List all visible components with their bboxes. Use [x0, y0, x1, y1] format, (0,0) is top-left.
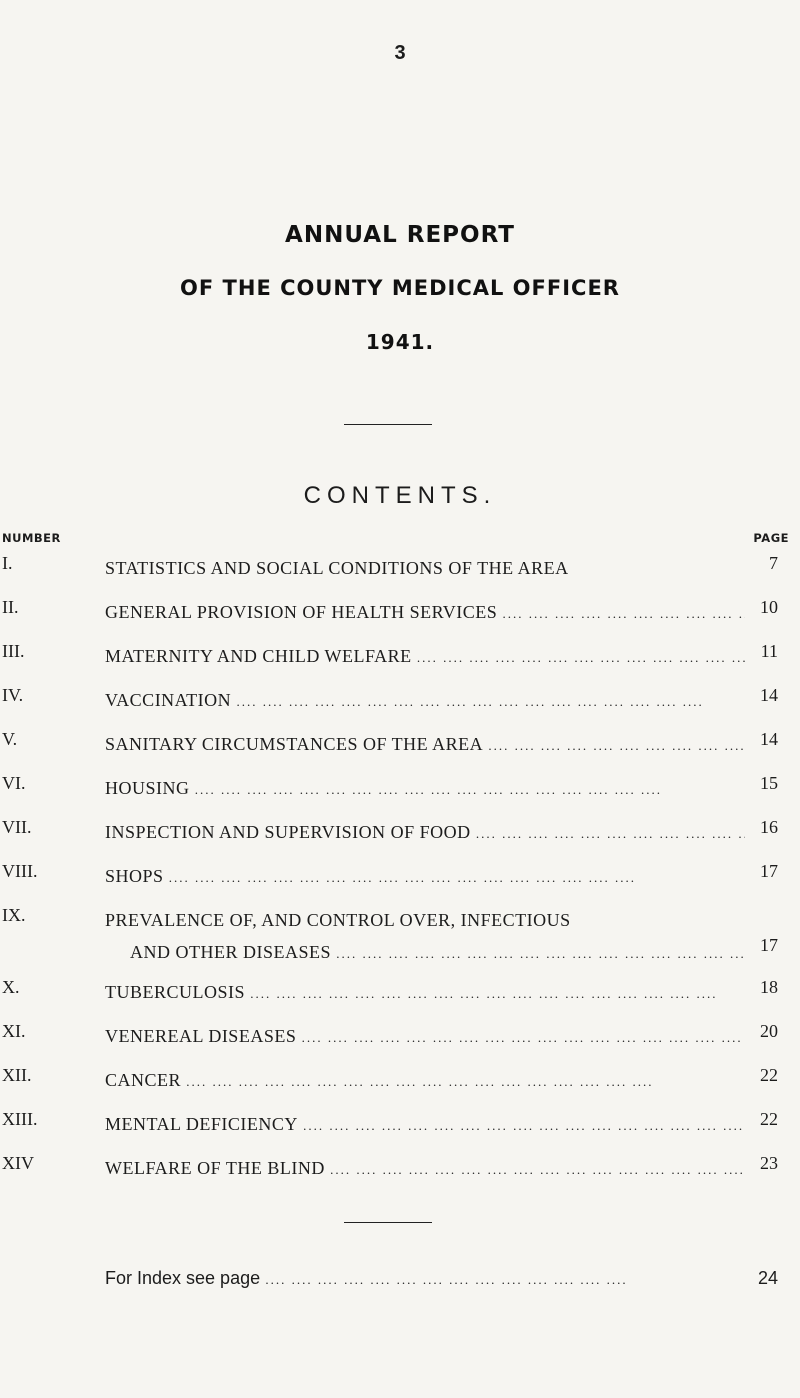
entry-page: 11: [760, 641, 778, 661]
entry-number: VIII.: [2, 861, 38, 881]
entry-title: TUBERCULOSIS ....: [105, 977, 745, 1009]
entry-page: 10: [760, 597, 778, 617]
entry-number: IV.: [2, 685, 24, 705]
entry-page: 23: [760, 1153, 778, 1173]
entry-page: 17: [760, 861, 778, 881]
entry-title: WELFARE OF THE BLIND ....: [105, 1153, 745, 1185]
entry-number: I.: [2, 553, 13, 573]
entry-number: X.: [2, 977, 20, 997]
number-column-header: NUMBER: [2, 531, 61, 545]
entry-title: PREVALENCE OF, AND CONTROL OVER, INFECTIOUS AND OTHER DISEASES ....: [105, 905, 745, 969]
entry-number: II.: [2, 597, 19, 617]
entry-title: INSPECTION AND SUPERVISION OF FOOD ....: [105, 817, 745, 849]
entry-number: IX.: [2, 905, 26, 925]
entry-number: VI.: [2, 773, 26, 793]
entry-title: CANCER ....: [105, 1065, 745, 1097]
report-title: ANNUAL REPORT: [285, 222, 515, 248]
entry-title: GENERAL PROVISION OF HEALTH SERVICES ....: [105, 597, 745, 629]
entry-title: MENTAL DEFICIENCY ....: [105, 1109, 745, 1141]
page-column-header: PAGE: [753, 531, 789, 545]
entry-number: XIII.: [2, 1109, 38, 1129]
entry-page: 16: [760, 817, 778, 837]
entry-number: XIV: [2, 1153, 34, 1173]
index-page: 24: [757, 1268, 778, 1288]
entry-title: MATERNITY AND CHILD WELFARE ....: [105, 641, 745, 673]
entry-title: SANITARY CIRCUMSTANCES OF THE AREA ....: [105, 729, 745, 761]
index-reference: For Index see page ....: [105, 1268, 745, 1289]
report-subtitle: OF THE COUNTY MEDICAL OFFICER: [180, 276, 620, 300]
entry-page: 14: [760, 685, 778, 705]
entry-page: 18: [760, 977, 778, 997]
entry-title: SHOPS ....: [105, 861, 745, 893]
entry-page: 22: [760, 1065, 778, 1085]
entry-number: V.: [2, 729, 18, 749]
divider-rule: [344, 424, 432, 425]
page-number: 3: [394, 42, 406, 64]
entry-page: 15: [760, 773, 778, 793]
entry-page: 7: [769, 553, 778, 573]
contents-heading: CONTENTS.: [303, 482, 497, 509]
entry-title: STATISTICS AND SOCIAL CONDITIONS OF THE AREA: [105, 558, 569, 578]
entry-number: XI.: [2, 1021, 26, 1041]
entry-number: XII.: [2, 1065, 32, 1085]
entry-title: VACCINATION ....: [105, 685, 745, 717]
entry-page: 22: [760, 1109, 778, 1129]
entry-page: 17: [760, 935, 778, 955]
entry-number: VII.: [2, 817, 32, 837]
divider-rule: [344, 1222, 432, 1223]
report-year: 1941.: [365, 330, 435, 354]
entry-page: 14: [760, 729, 778, 749]
entry-number: III.: [2, 641, 25, 661]
entry-title: HOUSING ....: [105, 773, 745, 805]
entry-page: 20: [760, 1021, 778, 1041]
entry-title: VENEREAL DISEASES ....: [105, 1021, 745, 1053]
